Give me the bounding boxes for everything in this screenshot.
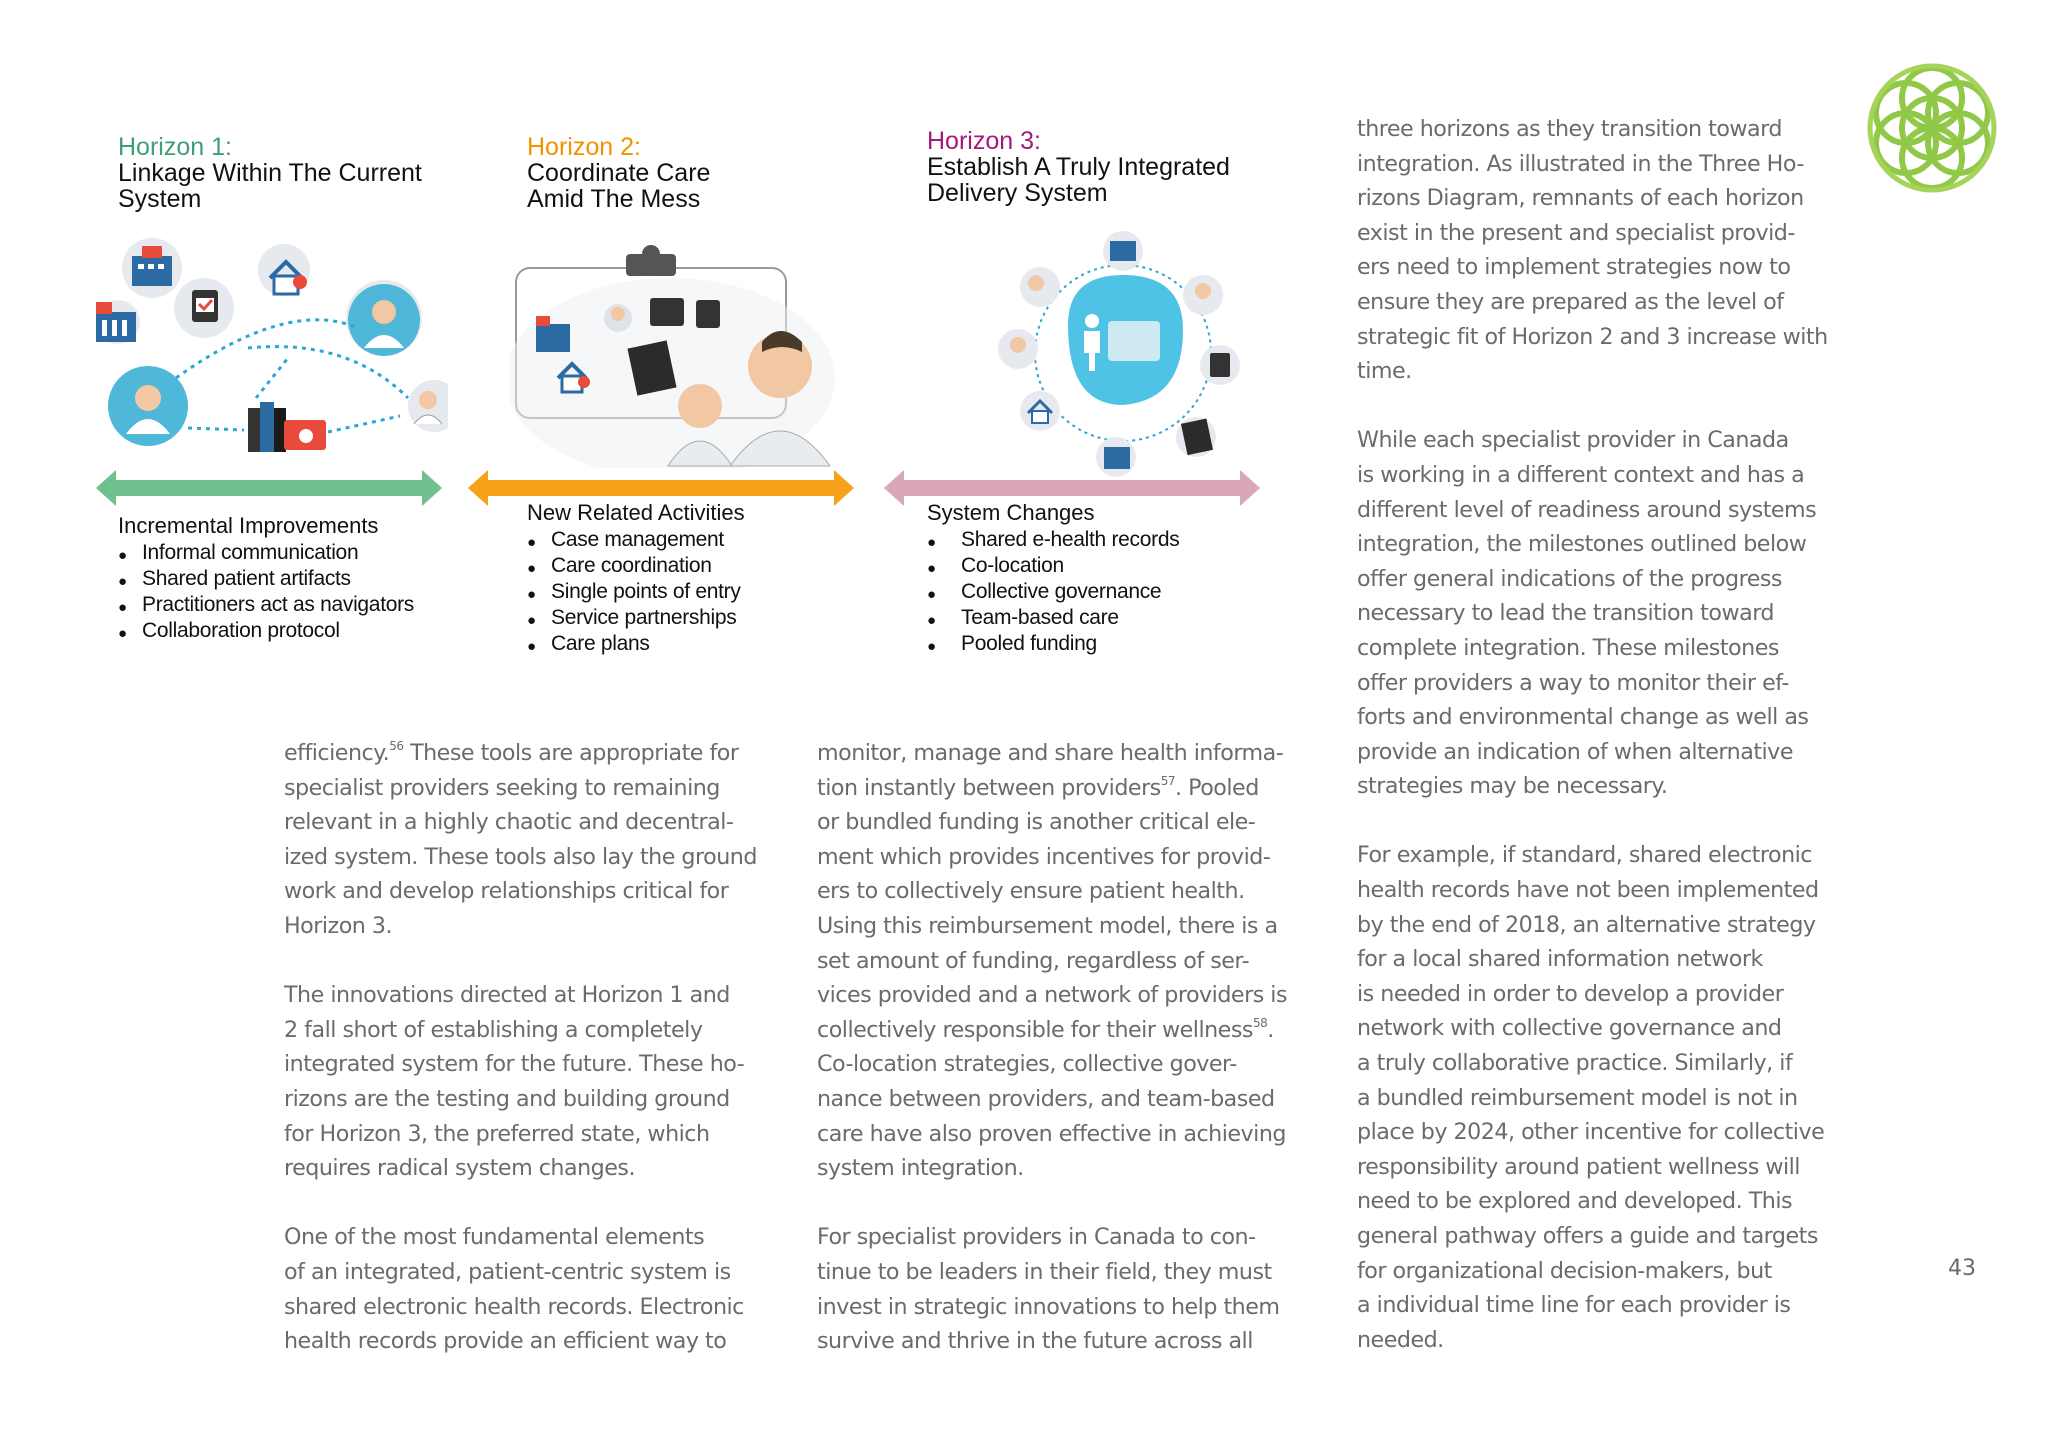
text-line: three horizons as they transition toward [1357, 116, 1782, 142]
footnote-ref: 58 [1252, 1015, 1268, 1030]
text-line: provide an indication of when alternative [1357, 738, 1793, 765]
horizon-3-list-heading: System Changes [927, 500, 1095, 525]
paragraph-gap [1357, 804, 1828, 839]
list-item: ● Shared e-health records [927, 527, 1179, 553]
medicine-jar-icon [192, 290, 218, 322]
text-line: system integration. [817, 1155, 1024, 1182]
text-line: responsibility around patient wellness will [1357, 1153, 1800, 1180]
list-item: ● Single points of entry [527, 579, 745, 605]
doctor-icon [678, 384, 722, 428]
paragraph-gap [817, 1186, 1287, 1221]
text-line: integrated system for the future. These ho- [284, 1051, 745, 1078]
body-column-left [284, 736, 757, 1359]
list-item: ● Informal communication [118, 540, 414, 566]
text-line: efficiency.$^{56}$ These tools are appropriate for [284, 739, 739, 766]
medicine-jar-icon [696, 300, 720, 328]
text-line: by the end of 2018, an alternative strategy [1357, 911, 1816, 938]
text-line: work and develop relationships critical for [284, 878, 729, 905]
text-line: collectively responsible for their wellness$^{58}$. [817, 1015, 1274, 1043]
monitor-icon [1108, 321, 1160, 361]
text-line: ers to collectively ensure patient health. [817, 878, 1245, 905]
text-line: set amount of funding, regardless of ser- [817, 947, 1250, 974]
horizon-2-number: Horizon 2: [527, 133, 641, 161]
horizon-3-number: Horizon 3: [927, 127, 1041, 155]
horizon-2-title-line-1: Coordinate Care [527, 159, 711, 187]
horizon-3-illustration [988, 225, 1258, 480]
list-item: ● Care plans [527, 631, 745, 657]
text-line: rizons are the testing and building ground [284, 1085, 730, 1112]
horizon-2-list [527, 500, 745, 657]
text-line: invest in strategic innovations to help them [817, 1293, 1280, 1320]
patient-icon [1085, 314, 1099, 328]
medicine-jar-icon [1210, 353, 1230, 377]
text-line: One of the most fundamental elements [284, 1224, 705, 1251]
text-line: care have also proven effective in achieving [817, 1120, 1286, 1147]
horizon-2-title-line-2: Amid The Mess [527, 185, 701, 213]
horizon-2-illustration [510, 238, 840, 468]
text-line: for a local shared information network [1357, 946, 1763, 973]
horizon-1-arrow [96, 468, 442, 508]
text-line: relevant in a highly chaotic and decentral- [284, 809, 734, 836]
body-column-right [1357, 112, 1828, 1357]
text-line: for Horizon 3, the preferred state, which [284, 1120, 710, 1147]
list-item: ● Care coordination [527, 553, 745, 579]
text-line: offer providers a way to monitor their ef- [1357, 669, 1789, 696]
horizon-1-number: Horizon 1: [118, 133, 232, 161]
horizon-3-title-line-2: Delivery System [927, 179, 1108, 207]
text-line: While each specialist provider in Canada [1357, 427, 1789, 454]
text-line: specialist providers seeking to remaining [284, 774, 720, 801]
text-line: ized system. These tools also lay the ground [284, 843, 757, 870]
list-item: ● Service partnerships [527, 605, 745, 631]
text-line: network with collective governance and [1357, 1015, 1782, 1042]
list-item: ● Collaboration protocol [118, 618, 414, 644]
text-line: place by 2024, other incentive for collective [1357, 1119, 1825, 1146]
horizon-1-heading [118, 134, 422, 212]
text-line: ers need to implement strategies now to [1357, 254, 1791, 281]
text-line: shared electronic health records. Electronic [284, 1293, 744, 1320]
person-icon [372, 300, 396, 324]
horizon-3-heading [927, 128, 1230, 206]
list-item: ● Practitioners act as navigators [118, 592, 414, 618]
page-number: 43 [1948, 1256, 1976, 1281]
text-line: strategic fit of Horizon 2 and 3 increase with [1357, 323, 1828, 350]
list-item: ● Case management [527, 527, 745, 553]
text-line: strategies may be necessary. [1357, 773, 1668, 800]
text-line: different level of readiness around systems [1357, 496, 1817, 523]
doctor-icon [1010, 337, 1026, 353]
doctor-icon [1195, 283, 1211, 299]
text-line: exist in the present and specialist provid- [1357, 219, 1795, 246]
text-line: survive and thrive in the future across all [817, 1328, 1253, 1355]
text-line: health records provide an efficient way to [284, 1328, 727, 1355]
monitor-icon [650, 298, 684, 326]
footnote-ref: 57 [1160, 773, 1176, 788]
paragraph-gap [284, 1186, 757, 1221]
text-line: general pathway offers a guide and targets [1357, 1223, 1818, 1249]
text-line: offer general indications of the progress [1357, 565, 1782, 592]
text-line: a truly collaborative practice. Similarly, if [1357, 1050, 1793, 1077]
text-line: rizons Diagram, remnants of each horizon [1357, 185, 1804, 212]
text-line: nance between providers, and team-based [817, 1085, 1275, 1112]
text-line: needed. [1357, 1326, 1444, 1353]
clipboard-clip-icon [626, 245, 676, 276]
text-line: vices provided and a network of providers is [817, 982, 1288, 1009]
doctor-icon [1028, 275, 1044, 291]
paragraph-gap [284, 944, 757, 979]
horizon-1-list [118, 513, 414, 644]
text-line: integration. As illustrated in the Three Ho- [1357, 150, 1804, 177]
text-line: necessary to lead the transition toward [1357, 600, 1775, 627]
paragraph-gap [1357, 389, 1828, 424]
text-line: ment which provides incentives for provid- [817, 843, 1271, 870]
horizon-2-list-heading: New Related Activities [527, 500, 745, 525]
text-line: Using this reimbursement model, there is a [817, 912, 1278, 939]
text-line: need to be explored and developed. This [1357, 1188, 1793, 1215]
doctor-icon [419, 391, 437, 409]
text-line: integration, the milestones outlined below [1357, 531, 1807, 558]
list-item: ● Shared patient artifacts [118, 566, 414, 592]
patient-records-icon [248, 402, 326, 452]
text-line: For specialist providers in Canada to con- [817, 1224, 1256, 1251]
flower-of-life-logo-icon [1862, 58, 2002, 198]
text-line: of an integrated, patient-centric system is [284, 1258, 731, 1285]
list-item: ● Co-location [927, 553, 1179, 579]
text-line: complete integration. These milestones [1357, 634, 1779, 661]
text-line: requires radical system changes. [284, 1155, 636, 1182]
doctor-icon [135, 385, 161, 411]
body-column-middle [817, 736, 1287, 1359]
text-line: monitor, manage and share health informa- [817, 740, 1284, 766]
text-line: or bundled funding is another critical ele- [817, 809, 1256, 836]
footnote-ref: 56 [389, 739, 404, 753]
horizon-1-title-line-1: Linkage Within The Current [118, 159, 422, 187]
horizon-1-title-line-2: System [118, 185, 202, 213]
horizon-2-heading [527, 134, 710, 212]
text-line: 2 fall short of establishing a completely [284, 1016, 703, 1043]
text-line: health records have not been implemented [1357, 877, 1819, 904]
list-item: ● Team-based care [927, 605, 1179, 631]
horizon-1-list-heading: Incremental Improvements [118, 513, 379, 538]
text-line: is needed in order to develop a provider [1357, 980, 1784, 1007]
horizon-3-title-line-1: Establish A Truly Integrated [927, 153, 1230, 181]
text-line: a individual time line for each provider is [1357, 1292, 1791, 1319]
text-line: a bundled reimbursement model is not in [1357, 1084, 1798, 1111]
doctor-icon [611, 307, 625, 321]
text-line: Co-location strategies, collective gover- [817, 1051, 1237, 1078]
text-line: For example, if standard, shared electronic [1357, 842, 1813, 869]
horizon-1-illustration [88, 238, 448, 468]
list-item: ● Collective governance [927, 579, 1179, 605]
text-line: forts and environmental change as well as [1357, 704, 1809, 731]
horizon-3-list [927, 500, 1179, 657]
text-line: tion instantly between providers$^{57}$. Pooled [817, 773, 1259, 801]
hospital-icon [1104, 447, 1130, 469]
text-line: time. [1357, 358, 1412, 385]
text-line: ensure they are prepared as the level of [1357, 288, 1784, 315]
hospital-icon [1110, 241, 1136, 261]
text-line: is working in a different context and has a [1357, 461, 1805, 488]
list-item: ● Pooled funding [927, 631, 1179, 657]
text-line: Horizon 3. [284, 912, 393, 939]
text-line: The innovations directed at Horizon 1 and [284, 982, 730, 1009]
text-line: tinue to be leaders in their field, they must [817, 1258, 1272, 1285]
text-line: for organizational decision-makers, but [1357, 1257, 1772, 1284]
